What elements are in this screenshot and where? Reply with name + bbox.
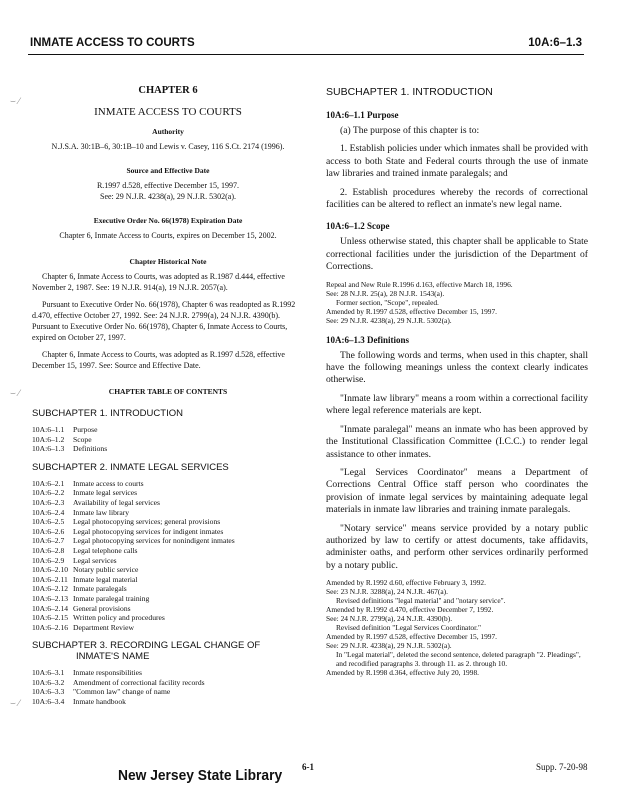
toc-entry-number: 10A:6–2.12 — [32, 584, 69, 594]
toc-entry-title: Purpose — [73, 425, 98, 434]
toc-entry — [32, 565, 304, 575]
toc-entry — [32, 517, 304, 527]
page-number: 6-1 — [302, 762, 314, 772]
purpose-intro: (a) The purpose of this chapter is to: — [340, 125, 480, 136]
toc-entry-title: Inmate law library — [73, 507, 130, 517]
toc-entry — [32, 678, 304, 688]
toc-entry — [32, 604, 304, 614]
history-line: See: 24 N.J.R. 2799(a), 24 N.J.R. 4390(b). — [326, 614, 453, 624]
chapter-title: INMATE ACCESS TO COURTS — [94, 106, 242, 118]
history-paragraph: Chapter 6, Inmate Access to Courts, was adopted as R.1987 d.444, effective November 2, 1987. See: 19 N.J.R. 914(a), 19 N.J.R. 2057(a). — [32, 272, 285, 292]
section-heading-purpose: 10A:6–1.1 Purpose — [326, 110, 399, 120]
supplement-date: Supp. 7-20-98 — [536, 762, 588, 772]
section-heading-scope: 10A:6–1.2 Scope — [326, 221, 390, 232]
toc-entry-title: Legal services — [73, 555, 117, 565]
toc-entry-number: 10A:6–2.2 — [32, 488, 65, 498]
history-line: Revised definition "Legal Services Coordinator." — [336, 623, 481, 633]
chapter-number: CHAPTER 6 — [138, 85, 198, 96]
toc-entry-number: 10A:6–2.15 — [32, 613, 69, 623]
source-line: R.1997 d.528, effective December 15, 1997. — [96, 181, 240, 190]
definitions-history — [326, 578, 588, 677]
toc-entry-number: 10A:6–2.4 — [32, 507, 65, 517]
authority-heading: Authority — [152, 127, 184, 136]
scan-mark: ⌣ ⁄ — [10, 388, 20, 398]
history-line: In "Legal material", deleted the second sentence, deleted paragraph "2. Pleadings", and recodified paragraphs 3. through 11. as 2. through 10. — [336, 650, 581, 669]
toc-entry-title: "Common law" change of name — [73, 687, 171, 697]
scan-mark: ⌣ ⁄ — [10, 698, 20, 708]
toc-entry-title: Legal telephone calls — [73, 545, 138, 555]
toc-entry-title: Availability of legal services — [73, 497, 160, 507]
toc-entry — [32, 498, 304, 508]
history-paragraph: Chapter 6, Inmate Access to Courts, was adopted as R.1997 d.528, effective December 15, 1997. See: Source and Effective Date. — [32, 350, 285, 370]
history-heading: Chapter Historical Note — [129, 257, 207, 266]
toc-entry-number: 10A:6–2.9 — [32, 555, 65, 565]
toc-entry — [32, 508, 304, 518]
toc-entry — [32, 444, 304, 454]
history-line: Former section, "Scope", repealed. — [336, 297, 439, 307]
toc-list-2 — [32, 479, 304, 633]
source-heading: Source and Effective Date — [126, 166, 210, 175]
toc-entry — [32, 668, 304, 678]
toc-entry-title: Inmate access to courts — [73, 478, 144, 488]
toc-entry — [32, 687, 304, 697]
toc-entry-number: 10A:6–2.14 — [32, 603, 69, 613]
toc-entry-number: 10A:6–2.13 — [32, 593, 69, 603]
scope-history — [326, 280, 588, 325]
toc-entry-title: Legal photocopying services for indigent inmates — [73, 526, 224, 536]
history-line: See: 29 N.J.R. 4238(a), 29 N.J.R. 5302(a). — [326, 315, 452, 325]
left-column — [32, 72, 304, 711]
history-line: Repeal and New Rule R.1996 d.163, effective March 18, 1996. — [326, 279, 513, 289]
history-line: See: 28 N.J.R. 25(a), 28 N.J.R. 1543(a). — [326, 288, 445, 298]
library-stamp: New Jersey State Library — [118, 767, 283, 784]
toc-entry-title: Inmate paralegal training — [73, 593, 150, 603]
right-column — [326, 82, 588, 687]
toc-entry-title: Inmate responsibilities — [73, 668, 142, 678]
toc-entry-title: Department Review — [73, 622, 134, 632]
toc-entry-title: Legal photocopying services; general provisions — [73, 517, 221, 527]
toc-entry — [32, 594, 304, 604]
toc-entry — [32, 488, 304, 498]
definitions-intro: The following words and terms, when used in this chapter, shall have the following meanings unless the context clearly indicates otherwise. — [326, 349, 588, 386]
toc-entry-title: Legal photocopying services for nonindigent inmates — [73, 536, 235, 546]
toc-entry-number: 10A:6–2.10 — [32, 565, 69, 575]
definition: "Legal Services Coordinator" means a Department of Corrections Central Office staff person who coordinates the provision of inmate legal services by maintaining adequate legal materials in inmate law libraries and training inmate paralegals. — [326, 466, 588, 516]
toc-entry — [32, 527, 304, 537]
toc-entry-number: 10A:6–2.8 — [32, 545, 65, 555]
history-line: Amended by R.1997 d.528, effective December 15, 1997. — [326, 306, 498, 316]
toc-entry-title: Notary public service — [73, 565, 139, 575]
toc-entry-number: 10A:6–2.11 — [32, 574, 68, 584]
toc-entry-number: 10A:6–1.2 — [32, 434, 65, 444]
definition: "Inmate paralegal" means an inmate who has been approved by the Institutional Classification Committee (I.C.C.) to render legal assistance to other inmates. — [326, 423, 588, 460]
toc-entry-title: Amendment of correctional facility records — [73, 677, 205, 687]
history-line: See: 23 N.J.R. 3288(a), 24 N.J.R. 467(a). — [326, 587, 448, 597]
toc-subchapter-1: SUBCHAPTER 1. INTRODUCTION — [32, 408, 183, 419]
toc-heading: CHAPTER TABLE OF CONTENTS — [108, 387, 228, 396]
toc-entry-number: 10A:6–3.1 — [32, 668, 65, 678]
history-line: Amended by R.1998 d.364, effective July 20, 1998. — [326, 668, 479, 678]
header-rule — [28, 54, 584, 55]
toc-entry — [32, 575, 304, 585]
toc-entry-title: Scope — [73, 434, 92, 444]
toc-entry — [32, 584, 304, 594]
header-title: INMATE ACCESS TO COURTS — [30, 37, 195, 49]
toc-entry-number: 10A:6–2.6 — [32, 526, 65, 536]
toc-entry — [32, 479, 304, 489]
toc-entry-title: Inmate paralegals — [73, 584, 127, 594]
purpose-item-2: 2. Establish procedures whereby the records of correctional facilities can be altered to reflect an inmate's new legal name. — [326, 186, 588, 211]
toc-entry-number: 10A:6–2.7 — [32, 536, 65, 546]
history-notes — [32, 271, 304, 371]
history-line: Amended by R.1992 d.470, effective December 7, 1992. — [326, 605, 494, 615]
scan-mark: ⌣ ⁄ — [10, 96, 20, 106]
toc-entry — [32, 613, 304, 623]
source-text — [32, 180, 304, 202]
toc-entry-title: General provisions — [73, 603, 131, 613]
toc-entry — [32, 697, 304, 707]
toc-entry — [32, 425, 304, 435]
toc-entry-number: 10A:6–2.1 — [32, 478, 65, 488]
source-line: See: 29 N.J.R. 4238(a), 29 N.J.R. 5302(a). — [100, 192, 236, 201]
toc-entry-number: 10A:6–2.3 — [32, 497, 65, 507]
toc-entry-title: Inmate legal services — [73, 488, 138, 498]
history-line: See: 29 N.J.R. 4238(a), 29 N.J.R. 5302(a). — [326, 641, 452, 651]
toc-entry-number: 10A:6–3.2 — [32, 677, 65, 687]
toc-entry-number: 10A:6–1.1 — [32, 425, 65, 434]
purpose-item-1: 1. Establish policies under which inmates shall be provided with access to both State and Federal courts through the use of inmate law libraries and trained inmate paralegals; and — [326, 143, 588, 180]
toc-list-1 — [32, 425, 304, 454]
header-section: 10A:6–1.3 — [528, 37, 582, 49]
toc-entry-number: 10A:6–1.3 — [32, 444, 65, 454]
toc-entry-number: 10A:6–3.3 — [32, 687, 65, 697]
toc-list-3 — [32, 668, 304, 706]
toc-entry-number: 10A:6–3.4 — [32, 697, 65, 707]
exec-order-heading: Executive Order No. 66(1978) Expiration Date — [93, 216, 243, 225]
toc-entry-title: Written policy and procedures — [73, 613, 165, 623]
exec-order-text: Chapter 6, Inmate Access to Courts, expires on December 15, 2002. — [59, 231, 277, 240]
history-line: Amended by R.1992 d.60, effective February 3, 1992. — [326, 578, 486, 588]
history-line: Revised definitions "legal material" and "notary service". — [336, 596, 506, 606]
history-line: Amended by R.1997 d.528, effective December 15, 1997. — [326, 632, 498, 642]
definition: "Notary service" means service provided by a notary public authorized by law to certify or attest documents, take affidavits, administer oaths, and perform other services ordinarily performed by a notary public. — [326, 522, 588, 571]
toc-entry — [32, 556, 304, 566]
history-paragraph: Pursuant to Executive Order No. 66(1978), Chapter 6 was readopted as R.1992 d.470, effective October 27, 1992. See: 24 N.J.R. 2799(a), 24 N.J.R. 4390(b). Pursuant to Executive Order No. 66(1978), Chapter 6, Inmate Access to Courts, expired on October 27, 1997. — [32, 300, 296, 342]
toc-entry-number: 10A:6–2.16 — [32, 622, 69, 632]
toc-entry-title: Inmate handbook — [73, 697, 126, 707]
toc-entry — [32, 435, 304, 445]
subchapter-heading: SUBCHAPTER 1. INTRODUCTION — [326, 86, 493, 98]
toc-entry-number: 10A:6–2.5 — [32, 517, 65, 527]
scope-text: Unless otherwise stated, this chapter shall be applicable to State correctional facilities under the jurisdiction of the Department of Corrections. — [326, 236, 588, 273]
toc-entry — [32, 546, 304, 556]
toc-entry-title: Definitions — [73, 444, 108, 454]
toc-entry — [32, 623, 304, 633]
section-heading-definitions: 10A:6–1.3 Definitions — [326, 334, 409, 345]
toc-subchapter-3: SUBCHAPTER 3. RECORDING LEGAL CHANGE OF INMATE'S NAME — [32, 640, 261, 663]
toc-entry-title: Inmate legal material — [73, 574, 138, 584]
toc-subchapter-2: SUBCHAPTER 2. INMATE LEGAL SERVICES — [32, 461, 229, 473]
authority-text: N.J.S.A. 30:1B–6, 30:1B–10 and Lewis v. Casey, 116 S.Ct. 2174 (1996). — [51, 142, 285, 151]
definition: "Inmate law library" means a room within a correctional facility where legal reference materials are kept. — [326, 392, 588, 417]
toc-entry — [32, 536, 304, 546]
